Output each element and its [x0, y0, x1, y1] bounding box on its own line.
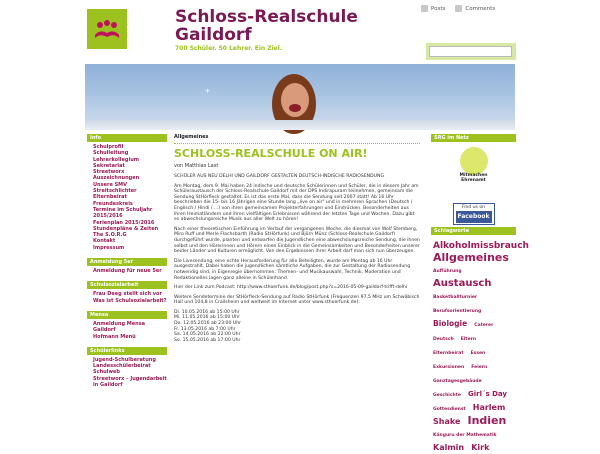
nav-item-lehrerkollegium[interactable]: Lehrerkollegium: [93, 156, 139, 163]
mensa-heading: Mensa: [87, 311, 167, 319]
comments-feed-link[interactable]: [455, 5, 495, 12]
nav-item-streetworx-jugendarbeit[interactable]: Streetworx – Jugendarbeit in Gaildorf: [93, 375, 167, 389]
nav-item-stundenplaene[interactable]: Stundenpläne & Zeiten: [93, 225, 159, 232]
tag-link[interactable]: Harlem: [472, 403, 506, 412]
mensa-nav: [87, 319, 167, 343]
post-author: von Matthias Last: [174, 163, 219, 169]
category-breadcrumb[interactable]: Allgemeines: [174, 134, 420, 144]
anmeldung-nav: [87, 266, 167, 277]
netz-heading: SRG im Netz: [431, 134, 516, 142]
schuelerlinks-heading: Schülerlinks: [87, 347, 167, 355]
nav-item-schulprofil[interactable]: Schulprofil: [93, 144, 124, 150]
posts-feed-link[interactable]: [421, 5, 445, 12]
tag-link[interactable]: Deutsch: [433, 337, 454, 342]
nav-item-schulweb[interactable]: Schulweb: [93, 369, 120, 376]
rss-icon: [455, 5, 462, 12]
nav-item-anmeldung[interactable]: Anmeldung für neue 5er: [93, 268, 162, 275]
nav-item-anmeldung-mensa[interactable]: Anmeldung Mensa Gaildorf: [93, 320, 146, 334]
tag-link[interactable]: Austausch: [433, 278, 492, 289]
post-title[interactable]: SCHLOSS-REALSCHULE ON AIR!: [174, 147, 368, 160]
nav-item-ferienplan[interactable]: Ferienplan 2015/2016: [93, 219, 155, 226]
netz-badges: [431, 142, 516, 227]
nav-item-freundeskreis[interactable]: Freundeskreis: [93, 200, 133, 207]
tag-link[interactable]: Exkursionen: [433, 365, 465, 370]
nav-item-auszeichnungen[interactable]: Auszeichnungen: [93, 175, 140, 182]
tag-link[interactable]: Alkoholmissbrauch: [433, 241, 529, 251]
nav-item-kontakt[interactable]: Kontakt: [93, 238, 116, 245]
nav-item-hofmann-menue[interactable]: Hofmann Menü: [93, 333, 136, 340]
nav-item-sekretariat[interactable]: Sekretariat: [93, 162, 125, 169]
nav-item-frau-deeg[interactable]: Frau Deeg stellt sich vor: [93, 291, 162, 298]
nav-item-elternbeirat[interactable]: Elternbeirat: [93, 194, 127, 201]
comments-feed-label: Comments: [465, 5, 496, 12]
right-sidebar: [431, 134, 529, 452]
school-logo[interactable]: [87, 9, 127, 49]
site-header: [0, 0, 600, 62]
posts-feed-label: Posts: [431, 5, 446, 12]
tag-link[interactable]: Gottesdienst: [433, 407, 466, 412]
search-input[interactable]: [429, 46, 512, 57]
tag-link[interactable]: Feiern: [471, 365, 488, 370]
nav-item-termine[interactable]: Termine im Schuljahr 2015/2016: [93, 206, 153, 220]
tag-cloud: [431, 235, 529, 452]
tag-link[interactable]: Eltern: [460, 337, 477, 342]
facebook-find-label: Find us on: [462, 205, 485, 210]
site-tagline: 700 Schüler. 50 Lehrer. Ein Ziel.: [175, 45, 283, 52]
site-title[interactable]: [175, 8, 415, 44]
tags-heading: Schlagworte: [431, 227, 516, 235]
tag-link[interactable]: Allgemeines: [433, 251, 509, 264]
nav-item-landesschuelerbeirat[interactable]: Landesschülerbeirat: [93, 363, 151, 370]
nav-item-jugend-schulberatung[interactable]: Jugend-Schulberatung: [93, 356, 156, 363]
banner-ground: [85, 120, 515, 130]
nav-item-streitschlichter[interactable]: Streitschlichter: [93, 188, 137, 195]
podcast-link-paragraph[interactable]: Hier der Link zum Podcast: http://www.sthoerfunk.de/blog/post.php?s=2016-05-09-gaildorf-trifft-delhi: [174, 285, 408, 291]
schuelerlinks-nav: [87, 355, 167, 391]
stoerenfried-badge[interactable]: [452, 147, 496, 199]
tag-link[interactable]: Elternbeirat: [433, 351, 464, 356]
post-paragraph: Weitere Sendetermine der StHörfleck-Sendung auf Radio StHörfunk (Frequenzen 97,5 MHz um Schwäbisch Hall und 104,8 in Crailsheim und weltweit im Internet unter www.sthoerfunk.de):: [174, 294, 420, 306]
facebook-badge[interactable]: [453, 203, 495, 225]
tag-link[interactable]: Shake: [433, 417, 461, 426]
nav-item-streetworx[interactable]: Streetworx: [93, 169, 125, 176]
nav-item-was-ist-sozialarbeit[interactable]: Was ist Schulsozialarbeit?: [93, 297, 167, 304]
tag-link[interactable]: Kirk: [471, 443, 490, 452]
post-body: [174, 174, 420, 343]
tag-link[interactable]: Girl´s Day: [468, 390, 507, 398]
nav-item-sorg[interactable]: The S.O.R.G: [93, 232, 127, 239]
tag-link[interactable]: Essen: [470, 351, 486, 356]
site-title-line1: Schloss-Realschule: [175, 7, 358, 27]
nav-item-impressum[interactable]: Impressum: [93, 244, 125, 251]
tag-link[interactable]: Caterer: [474, 323, 494, 328]
tag-link[interactable]: Känguru der Mathematik: [433, 433, 497, 438]
stoerenfried-figure-icon: [460, 147, 488, 175]
header-banner-image: [85, 64, 515, 130]
info-nav: [87, 142, 167, 254]
info-heading: Info: [87, 134, 167, 142]
main-content: [174, 134, 420, 347]
site-title-line2: Gaildorf: [175, 25, 252, 45]
tag-link[interactable]: Indien: [467, 414, 507, 427]
post-paragraph: Nach einer theoretischen Einführung im Verlauf der vergangenen Woche, die diesmal von Wolf Stemberg, Miro Ruff und Merle Flachsbarth (Radio StHörfunk) und Björn Münz (Schloss-Realschule Gaildorf) durchgeführt wurde, planten und entwarfen die Jugendlichen eine abwechslungsreiche Sendung, die ihnen selbst und den Hörerinnen und Hörern einen Einblick in die Gemeinsamkeiten und Besonderheiten unserer beider Länder und Kulturen ermöglicht. Von den Ergebnissen ihrer Arbeit darf man sich nun überzeugen.: [174, 226, 420, 255]
tag-link[interactable]: Biologie: [433, 319, 468, 328]
post-paragraph: Die Livesendung, eine echte Herausforderung für alle Beteiligten, wurde am Montag ab 16 Uhr ausgestrahlt. Dabei haben die jugendlichen sämtliche Aufgaben, die zur Gestaltung der Radiosendung notwendig sind, in Eigenregie übernommen: Themen- und Musikauswahl, Technik, Moderation und Redaktionelles lagen ganz alleine in Schülerhand.: [174, 258, 411, 281]
rss-icon: [421, 5, 428, 12]
bird-icon: ✈: [205, 88, 211, 95]
tag-link[interactable]: Geschichte: [433, 393, 461, 398]
tag-link[interactable]: Ganztagesgebäude: [433, 379, 482, 384]
post-paragraph: SCHÜLER AUS NEU DELHI UND GAILDORF GESTALTEN DEUTSCH-INDISCHE RADIOSENDUNG: [174, 174, 384, 179]
stoerenfried-label: Mitmachen Ehrenamt: [459, 173, 488, 183]
feed-links: [421, 5, 495, 12]
tag-link[interactable]: Berufsorientierung: [433, 309, 482, 314]
post-paragraph: Am Montag, dem 9. Mai haben 24 indische und deutsche Schülerinnen und Schüler, die in diesem Jahr am Schüleraustausch der Schloss-Realschule Gaildorf mit der DPS Indirapuram teilnehmen, gemeinsam die Sendung StHörfleck gestaltet. Es ist das erste Mal, dass die Sendung seit 2007 statt! Ab 16 Uhr beschrieben die 15- bis 16 Jährigen eine Stunde lang „live on air" und in mehreren Sprachen (Deutsch / Englisch / Hindi / ...) von ihren gemeinsamen Projekterfahrungen und Eindrücken. Besonderheiten aus ihren Heimatländern und ihren vielfältigen Erlebnissen während der letzten Tage und Wochen. Dazu gibt es abwechslungsreiche Musik aus aller Welt zu hören!: [174, 183, 419, 223]
nav-item-smv[interactable]: Unsere SMV: [93, 181, 128, 188]
sozialarbeit-heading: Schulsozialarbeit: [87, 281, 167, 289]
logo-figures-icon: [87, 9, 127, 49]
tag-link[interactable]: Aufführung: [433, 269, 462, 274]
sozialarbeit-nav: [87, 289, 167, 307]
nav-item-schulleitung[interactable]: Schulleitung: [93, 150, 129, 157]
broadcast-schedule: Di. 10.05.2016 ab 15:00 Uhr Mi. 11.05.2016 ab 15:00 Uhr Do. 12.05.2016 ab 23:00 Uhr Fr. 13.05.2016 ab 7:00 Uhr Sa. 14.05.2016 ab 22:00 Uhr So. 15.05.2016 ab 17:00 Uhr: [174, 309, 242, 343]
tag-link[interactable]: Basketballturnier: [433, 295, 478, 300]
anmeldung-heading: Anmeldung 5er: [87, 258, 167, 266]
facebook-logo-label: Facebook: [456, 211, 492, 223]
left-sidebar: [87, 134, 167, 391]
tag-link[interactable]: Kalmin: [433, 443, 465, 452]
